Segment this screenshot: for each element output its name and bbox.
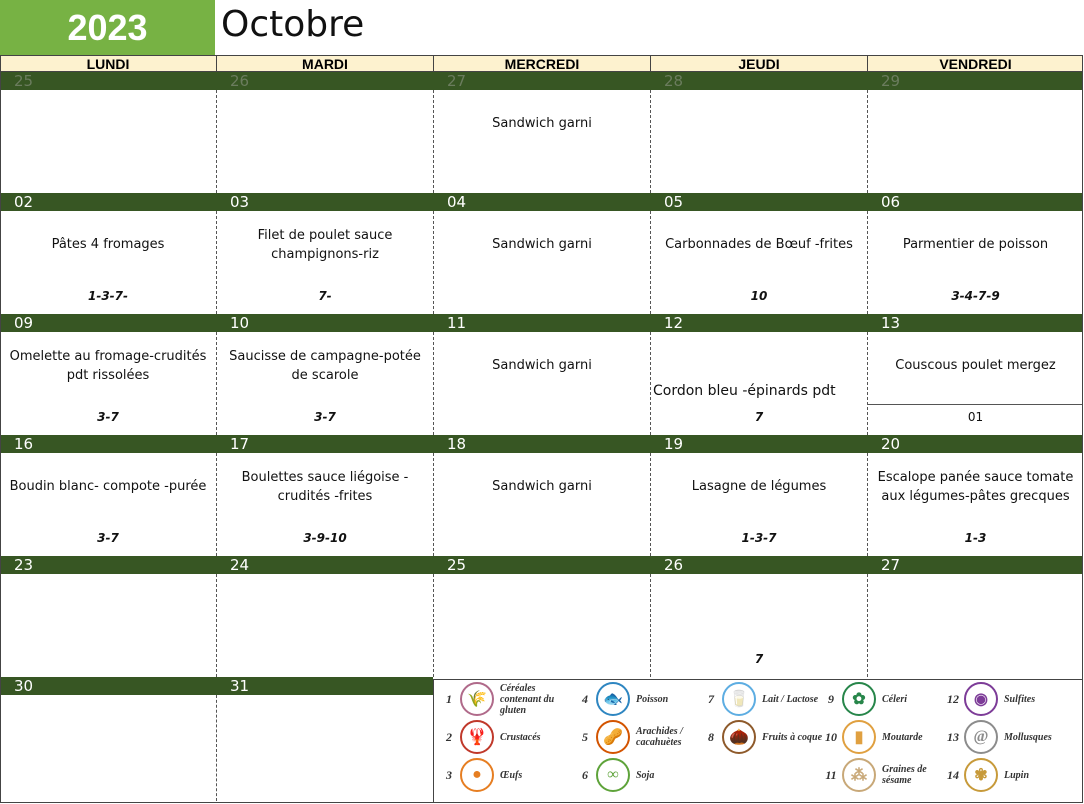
date-label: 11 [433, 314, 650, 332]
legend-label: Fruits à coque [762, 731, 823, 743]
allergen-codes: 3-7 [314, 410, 336, 424]
legend-number: 7 [708, 691, 714, 706]
date-label: 17 [216, 435, 433, 453]
date-label: 03 [216, 193, 433, 211]
snail-icon: @ [964, 720, 998, 754]
meal-name: Sandwich garni [492, 358, 592, 373]
allergen-codes: 7- [318, 289, 332, 303]
day-header-lundi: LUNDI [0, 55, 216, 72]
date-label: 26 [650, 556, 867, 574]
legend-label: Moutarde [882, 731, 923, 743]
date-label: 19 [650, 435, 867, 453]
legend-label: Lait / Lactose [762, 693, 819, 705]
date-label: 29 [867, 72, 1083, 90]
date-label: 27 [433, 72, 650, 90]
date-label: 31 [216, 677, 433, 695]
day-header-jeudi: JEUDI [650, 55, 867, 72]
legend-number: 12 [947, 691, 959, 706]
allergen-codes: 7 [754, 652, 764, 666]
meal-name: Cordon bleu -épinards pdt [653, 383, 836, 399]
date-label: 27 [867, 556, 1083, 574]
nut-icon: 🌰 [722, 720, 756, 754]
wheat-icon: 🌾 [460, 682, 494, 716]
legend-label: Arachides / cacahuètes [636, 726, 683, 748]
celery-icon: ✿ [842, 682, 876, 716]
meal-name: Parmentier de poisson [902, 237, 1049, 252]
meal-name: Saucisse de campagne-potée de scarole [229, 349, 421, 383]
legend-number: 2 [446, 729, 452, 744]
date-label: 24 [216, 556, 433, 574]
legend-label: Poisson [636, 693, 669, 705]
legend-label: Mollusques [1004, 731, 1052, 743]
meal-name: Escalope panée sauce tomate aux légumes-pâtes grecques [877, 470, 1074, 504]
date-label: 06 [867, 193, 1083, 211]
meal-name: Lasagne de légumes [691, 479, 827, 494]
lobster-icon: 🦞 [460, 720, 494, 754]
date-label: 13 [867, 314, 1083, 332]
legend-number: 3 [446, 767, 452, 782]
year-title: 2023 [0, 0, 215, 55]
date-label: 04 [433, 193, 650, 211]
legend-label: Lupin [1004, 769, 1030, 781]
day-header-mardi: MARDI [216, 55, 433, 72]
legend-number: 6 [582, 767, 588, 782]
meal-name: Carbonnades de Bœuf -frites [665, 237, 853, 252]
date-label: 10 [216, 314, 433, 332]
date-label: 05 [650, 193, 867, 211]
legend-number: 8 [708, 729, 714, 744]
allergen-codes: 3-7 [97, 531, 119, 545]
meal-name: Sandwich garni [492, 237, 592, 252]
allergen-codes: 3-9-10 [303, 531, 347, 545]
legend-number: 4 [582, 691, 588, 706]
meal-name: Filet de poulet sauce champignons-riz [257, 228, 393, 262]
allergen-codes: 1-3 [964, 531, 987, 545]
date-label: 26 [216, 72, 433, 90]
legend-number: 9 [828, 691, 834, 706]
fish-icon: 🐟 [596, 682, 630, 716]
date-label: 09 [0, 314, 216, 332]
legend-label: Céréales contenant du gluten [500, 682, 555, 716]
milk-icon: 🥛 [722, 682, 756, 716]
allergen-codes: 1-3-7 [741, 531, 777, 545]
sulfites-icon: ◉ [964, 682, 998, 716]
date-label: 25 [433, 556, 650, 574]
date-label: 18 [433, 435, 650, 453]
date-label: 20 [867, 435, 1083, 453]
allergen-codes: 7 [754, 410, 764, 424]
calendar-frame [0, 55, 1083, 803]
legend-label: Soja [636, 769, 655, 781]
legend-label: Sulfites [1004, 693, 1036, 705]
date-label: 12 [650, 314, 867, 332]
legend-number: 5 [582, 729, 588, 744]
meal-name: Sandwich garni [492, 479, 592, 494]
soy-icon: ∞ [596, 758, 630, 792]
allergen-codes: 01 [967, 410, 984, 424]
date-label: 25 [0, 72, 216, 90]
legend-number: 1 [446, 691, 452, 706]
legend-number: 14 [947, 767, 959, 782]
legend-number: 10 [825, 729, 837, 744]
legend-number: 13 [947, 729, 959, 744]
meal-name: Omelette au fromage-crudités pdt rissolées [9, 349, 207, 383]
meal-name: Boulettes sauce liégoise - crudités -frites [241, 470, 409, 504]
allergen-codes: 1-3-7- [88, 289, 128, 303]
legend-label: Céleri [882, 693, 907, 705]
allergen-codes: 10 [750, 289, 768, 303]
date-label: 23 [0, 556, 216, 574]
allergen-codes: 3-4-7-9 [951, 289, 1000, 303]
date-label: 02 [0, 193, 216, 211]
legend-label: Œufs [500, 769, 523, 781]
month-title: Octobre [221, 4, 365, 45]
legend-label: Crustacés [500, 731, 541, 743]
meal-name: Sandwich garni [492, 116, 592, 131]
date-label: 16 [0, 435, 216, 453]
meal-name: Boudin blanc- compote -purée [9, 479, 207, 494]
legend-label: Graines de sésame [882, 764, 927, 786]
sesame-icon: ⁂ [842, 758, 876, 792]
date-label: 28 [650, 72, 867, 90]
allergen-codes: 3-7 [97, 410, 119, 424]
lupin-icon: ✾ [964, 758, 998, 792]
meal-name: Couscous poulet mergez [895, 358, 1056, 373]
date-label: 30 [0, 677, 216, 695]
mustard-icon: ▮ [842, 720, 876, 754]
day-header-vendredi: VENDREDI [867, 55, 1083, 72]
legend-number: 11 [825, 767, 837, 782]
peanut-icon: 🥜 [596, 720, 630, 754]
day-header-mercredi: MERCREDI [433, 55, 650, 72]
egg-icon: ● [460, 758, 494, 792]
meal-name: Pâtes 4 fromages [51, 237, 165, 252]
